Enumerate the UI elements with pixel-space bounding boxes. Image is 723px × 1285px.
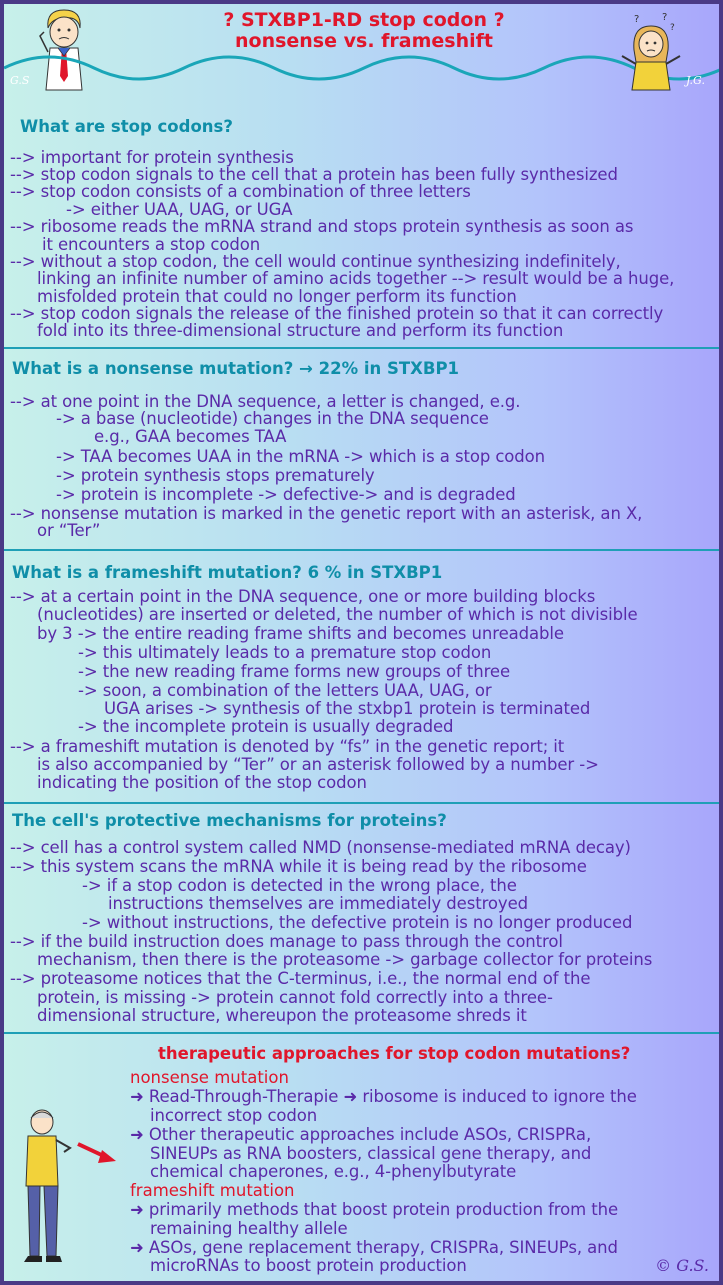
wave-divider: [4, 48, 719, 88]
text-line: --> stop codon signals to the cell that a protein has been fully synthesized: [10, 165, 618, 184]
text-line: SINEUPs as RNA boosters, classical gene therapy, and: [150, 1144, 592, 1163]
text-line: -> the incomplete protein is usually degraded: [78, 717, 454, 736]
svg-text:?: ?: [662, 12, 668, 23]
text-line: -> if a stop codon is detected in the wrong place, the: [82, 876, 517, 895]
text-line: mechanism, then there is the proteasome -> garbage collector for proteins: [37, 950, 653, 969]
section-heading-protective: The cell's protective mechanisms for proteins?: [12, 811, 447, 830]
section-heading-stop-codons: What are stop codons?: [20, 117, 233, 136]
text-line: -> the new reading frame forms new groups of three: [78, 662, 511, 681]
subheading-nonsense: nonsense mutation: [130, 1068, 289, 1087]
girl-figure-icon: [616, 10, 686, 92]
text-line: --> stop codon signals the release of the finished protein so that it can correctly: [10, 304, 664, 323]
text-line: UGA arises -> synthesis of the stxbp1 protein is terminated: [104, 699, 591, 718]
text-line: ➜ ASOs, gene replacement therapy, CRISPRa, SINEUPs, and: [130, 1238, 618, 1257]
svg-text:?: ?: [634, 14, 640, 25]
text-line: indicating the position of the stop codon: [37, 773, 367, 792]
text-line: --> without a stop codon, the cell would continue synthesizing indefinitely,: [10, 252, 621, 271]
text-line: protein, is missing -> protein cannot fold correctly into a three-: [37, 988, 553, 1007]
text-line: --> important for protein synthesis: [10, 148, 294, 167]
person-figure-icon: [14, 1106, 76, 1266]
text-line: (nucleotides) are inserted or deleted, the number of which is not divisible: [37, 605, 638, 624]
svg-text:?: ?: [670, 23, 675, 33]
text-line: --> at a certain point in the DNA sequence, one or more building blocks: [10, 587, 596, 606]
text-line: ➜ Read-Through-Therapie ➜ ribosome is induced to ignore the: [130, 1087, 637, 1106]
text-line: misfolded protein that could no longer perform its function: [37, 287, 517, 306]
text-line: dimensional structure, whereupon the proteasome shreds it: [37, 1006, 527, 1025]
copyright: © G.S.: [655, 1256, 709, 1275]
text-line: --> at one point in the DNA sequence, a letter is changed, e.g.: [10, 392, 521, 411]
section-divider: [4, 802, 719, 804]
text-line: --> this system scans the mRNA while it is being read by the ribosome: [10, 857, 587, 876]
section-divider: [4, 549, 719, 551]
section-divider: [4, 1032, 719, 1034]
text-line: --> ribosome reads the mRNA strand and stops protein synthesis as soon as: [10, 217, 634, 236]
arrow-right-icon: [74, 1138, 120, 1166]
section-heading-nonsense: What is a nonsense mutation? → 22% in STXBP1: [12, 359, 460, 378]
text-line: is also accompanied by “Ter” or an asterisk followed by a number ->: [37, 755, 599, 774]
text-line: --> cell has a control system called NMD (nonsense-mediated mRNA decay): [10, 838, 631, 857]
section-divider: [4, 347, 719, 349]
text-line: -> protein is incomplete -> defective-> and is degraded: [56, 485, 516, 504]
text-line: -> without instructions, the defective protein is no longer produced: [82, 913, 633, 932]
header: [4, 4, 719, 96]
text-line: --> proteasome notices that the C-terminus, i.e., the normal end of the: [10, 969, 591, 988]
title-line-2: nonsense vs. frameshift: [234, 30, 493, 52]
text-line: by 3 -> the entire reading frame shifts and becomes unreadable: [37, 624, 564, 643]
text-line: chemical chaperones, e.g., 4-phenylbutyrate: [150, 1162, 517, 1181]
text-line: ➜ primarily methods that boost protein production from the: [130, 1200, 619, 1219]
text-line: --> nonsense mutation is marked in the genetic report with an asterisk, an X,: [10, 504, 643, 523]
subheading-frameshift: frameshift mutation: [130, 1181, 295, 1200]
section-heading-frameshift: What is a frameshift mutation? 6 % in STXBP1: [12, 563, 443, 582]
text-line: -> either UAA, UAG, or UGA: [66, 200, 293, 219]
signature-left: G.S: [10, 74, 30, 87]
text-line: microRNAs to boost protein production: [150, 1256, 467, 1275]
text-line: remaining healthy allele: [150, 1219, 348, 1238]
text-line: -> protein synthesis stops prematurely: [56, 466, 375, 485]
text-line: or “Ter”: [37, 521, 101, 540]
text-line: it encounters a stop codon: [42, 235, 261, 254]
text-line: fold into its three-dimensional structure and perform its function: [37, 321, 564, 340]
text-line: linking an infinite number of amino acids together --> result would be a huge,: [37, 269, 675, 288]
text-line: --> if the build instruction does manage to pass through the control: [10, 932, 563, 951]
text-line: -> TAA becomes UAA in the mRNA -> which is a stop codon: [56, 447, 546, 466]
signature-right: J.G.: [686, 74, 705, 87]
text-line: -> soon, a combination of the letters UAA, UAG, or: [78, 681, 492, 700]
text-line: incorrect stop codon: [150, 1106, 318, 1125]
text-line: --> stop codon consists of a combination of three letters: [10, 182, 471, 201]
title-line-1: ? STXBP1-RD stop codon ?: [223, 9, 505, 31]
text-line: --> a frameshift mutation is denoted by “fs” in the genetic report; it: [10, 737, 565, 756]
text-line: e.g., GAA becomes TAA: [94, 427, 287, 446]
text-line: instructions themselves are immediately destroyed: [108, 894, 528, 913]
text-line: ➜ Other therapeutic approaches include ASOs, CRISPRa,: [130, 1125, 592, 1144]
text-line: -> this ultimately leads to a premature stop codon: [78, 643, 492, 662]
section-heading-therapeutic: therapeutic approaches for stop codon mutations?: [158, 1044, 631, 1063]
text-line: -> a base (nucleotide) changes in the DNA sequence: [56, 409, 489, 428]
